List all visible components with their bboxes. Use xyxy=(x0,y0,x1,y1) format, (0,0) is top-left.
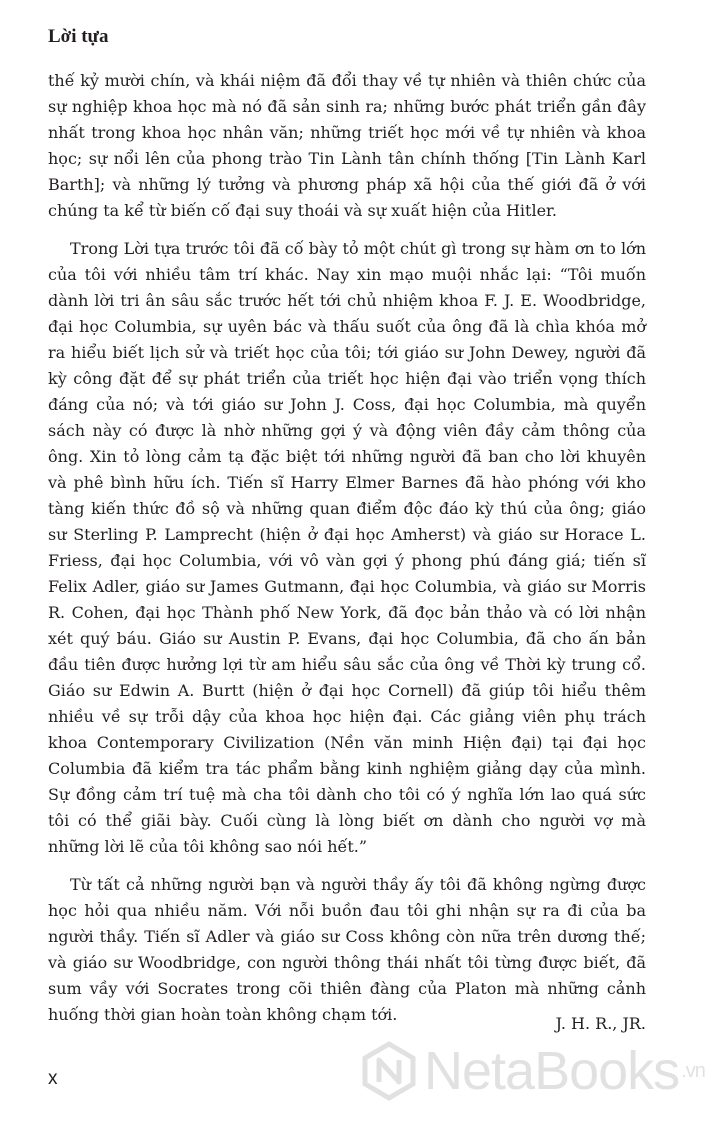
watermark-suffix: .vn xyxy=(681,1059,705,1082)
page-number: x xyxy=(48,1068,58,1089)
paragraph-continuation: thế kỷ mười chín, và khái niệm đã đổi thay về tự nhiên và thiên chức của sự nghiệp khoa học mà nó đã sản sinh ra; những bước phát triển gần đây nhất trong khoa học nhân văn; những triết học mới về tự nhiên và khoa học; sự nổi lên của phong trào Tin Lành tân chính thống [Tin Lành Karl Barth]; và những lý tưởng và phương pháp xã hội của thế giới đã ở với chúng ta kể từ biến cố đại suy thoái và sự xuất hiện của Hitler. xyxy=(48,71,646,220)
author-signature: J. H. R., JR. xyxy=(555,1014,646,1033)
netabooks-logo-icon xyxy=(360,1042,418,1100)
watermark-brand: NetaBooks xyxy=(424,1041,680,1101)
running-header: Lời tựa xyxy=(48,26,109,47)
body-text xyxy=(48,68,646,1040)
watermark-logo xyxy=(360,1040,705,1102)
paragraph-remembrance: Từ tất cả những người bạn và người thầy ấy tôi đã không ngừng được học hỏi qua nhiều năm. Với nỗi buồn đau tôi ghi nhận sự ra đi của ba người thầy. Tiến sĩ Adler và giáo sư Coss không còn nữa trên dương thế; và giáo sư Woodbridge, con người thông thái nhất tôi từng được biết, đã sum vầy với Socrates trong cõi thiên đàng của Platon mà những cảnh huống thời gian hoàn toàn không chạm tới. xyxy=(48,875,646,1024)
paragraph-acknowledgements: Trong Lời tựa trước tôi đã cố bày tỏ một chút gì trong sự hàm ơn to lớn của tôi với nhiều tâm trí khác. Nay xin mạo muội nhắc lại: “Tôi muốn dành lời tri ân sâu sắc trước hết tới chủ nhiệm khoa F. J. E. Woodbridge, đại học Columbia, sự uyên bác và thấu suốt của ông đã là chìa khóa mở ra hiểu biết lịch sử và triết học của tôi; tới giáo sư John Dewey, người đã kỳ công đặt để sự phát triển của triết học hiện đại vào triển vọng thích đáng của nó; và tới giáo sư John J. Coss, đại học Columbia, mà quyển sách này có được là nhờ những gợi ý và động viên đầy cảm thông của ông. Xin tỏ lòng cảm tạ đặc biệt tới những người đã ban cho lời khuyên và phê bình hữu ích. Tiến sĩ Harry Elmer Barnes đã hào phóng với kho tàng kiến thức đồ sộ và những quan điểm độc đáo kỳ thú của ông; giáo sư Sterling P. Lamprecht (hiện ở đại học Amherst) và giáo sư Horace L. Friess, đại học Columbia, với vô vàn gợi ý phong phú đáng giá; tiến sĩ Felix Adler, giáo sư James Gutmann, đại học Columbia, và giáo sư Morris R. Cohen, đại học Thành phố New York, đã đọc bản thảo và có lời nhận xét quý báu. Giáo sư Austin P. Evans, đại học Columbia, đã cho ấn bản đầu tiên được hưởng lợi từ am hiểu sâu sắc của ông về Thời kỳ trung cổ. Giáo sư Edwin A. Burtt (hiện ở đại học Cornell) đã giúp tôi hiểu thêm nhiều về sự trỗi dậy của khoa học hiện đại. Các giảng viên phụ trách khoa Contemporary Civilization (Nền văn minh Hiện đại) tại đại học Columbia đã kiểm tra tác phẩm bằng kinh nghiệm giảng dạy của mình. Sự đồng cảm trí tuệ mà cha tôi dành cho tôi có ý nghĩa lớn lao quá sức tôi có thể giãi bày. Cuối cùng là lòng biết ơn dành cho người vợ mà những lời lẽ của tôi không sao nói hết.” xyxy=(48,239,646,856)
